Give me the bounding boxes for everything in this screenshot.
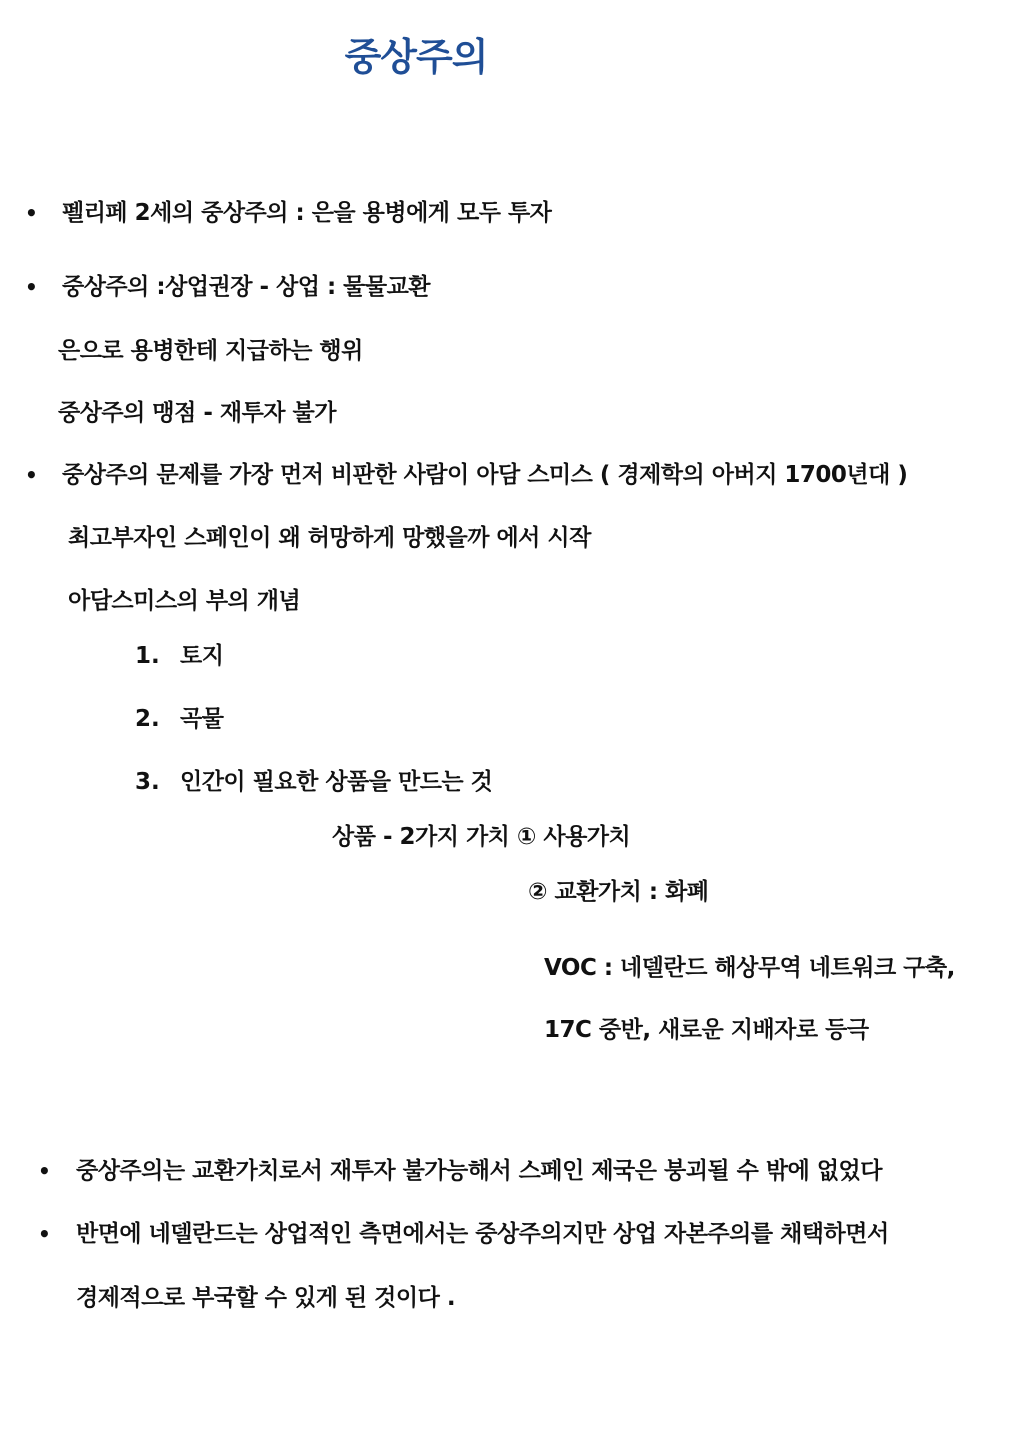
list-item-goods: 인간이 필요한 상품을 만드는 것 (180, 769, 493, 795)
line-wealth-concept: 아담스미스의 부의 개념 (68, 588, 301, 614)
page-title: 중상주의 (344, 35, 488, 79)
line-mercantilism-commerce: 중상주의 :상업권장 - 상업 : 물물교환 (62, 274, 431, 300)
line-pay-mercenaries: 은으로 용병한테 지급하는 행위 (58, 338, 363, 364)
bullet-3: • (25, 463, 38, 487)
line-philip-mercantilism: 펠리페 2세의 중상주의 : 은을 용병에게 모두 투자 (62, 200, 552, 226)
bullet-5: • (38, 1222, 51, 1246)
bullet-4: • (38, 1159, 51, 1183)
line-economic-wealth: 경제적으로 부국할 수 있게 된 것이다 . (76, 1285, 456, 1311)
line-mercantilism-flaw: 중상주의 맹점 - 재투자 불가 (58, 400, 336, 426)
line-spain-question: 최고부자인 스페인이 왜 허망하게 망했을까 에서 시작 (68, 525, 591, 551)
list-number-1: 1. (135, 643, 160, 669)
line-exchange-value: ② 교환가치 : 화폐 (528, 879, 709, 905)
line-voc: VOC : 네델란드 해상무역 네트워크 구축, (544, 955, 955, 981)
list-number-2: 2. (135, 706, 160, 732)
line-adam-smith-critique: 중상주의 문제를 가장 먼저 비판한 사람이 아담 스미스 ( 경제학의 아버지 1700년대 ) (62, 462, 908, 488)
list-number-3: 3. (135, 769, 160, 795)
line-netherlands-capitalism: 반면에 네델란드는 상업적인 측면에서는 중상주의지만 상업 자본주의를 채택하면서 (76, 1221, 889, 1247)
bullet-1: • (25, 201, 38, 225)
line-use-value: 상품 - 2가지 가치 ① 사용가치 (332, 824, 631, 850)
line-17c: 17C 중반, 새로운 지배자로 등극 (544, 1017, 869, 1043)
bullet-2: • (25, 275, 38, 299)
list-item-land: 토지 (180, 643, 224, 669)
line-spain-collapse: 중상주의는 교환가치로서 재투자 불가능해서 스페인 제국은 붕괴될 수 밖에 없었다 (76, 1158, 882, 1184)
list-item-grain: 곡물 (180, 706, 224, 732)
